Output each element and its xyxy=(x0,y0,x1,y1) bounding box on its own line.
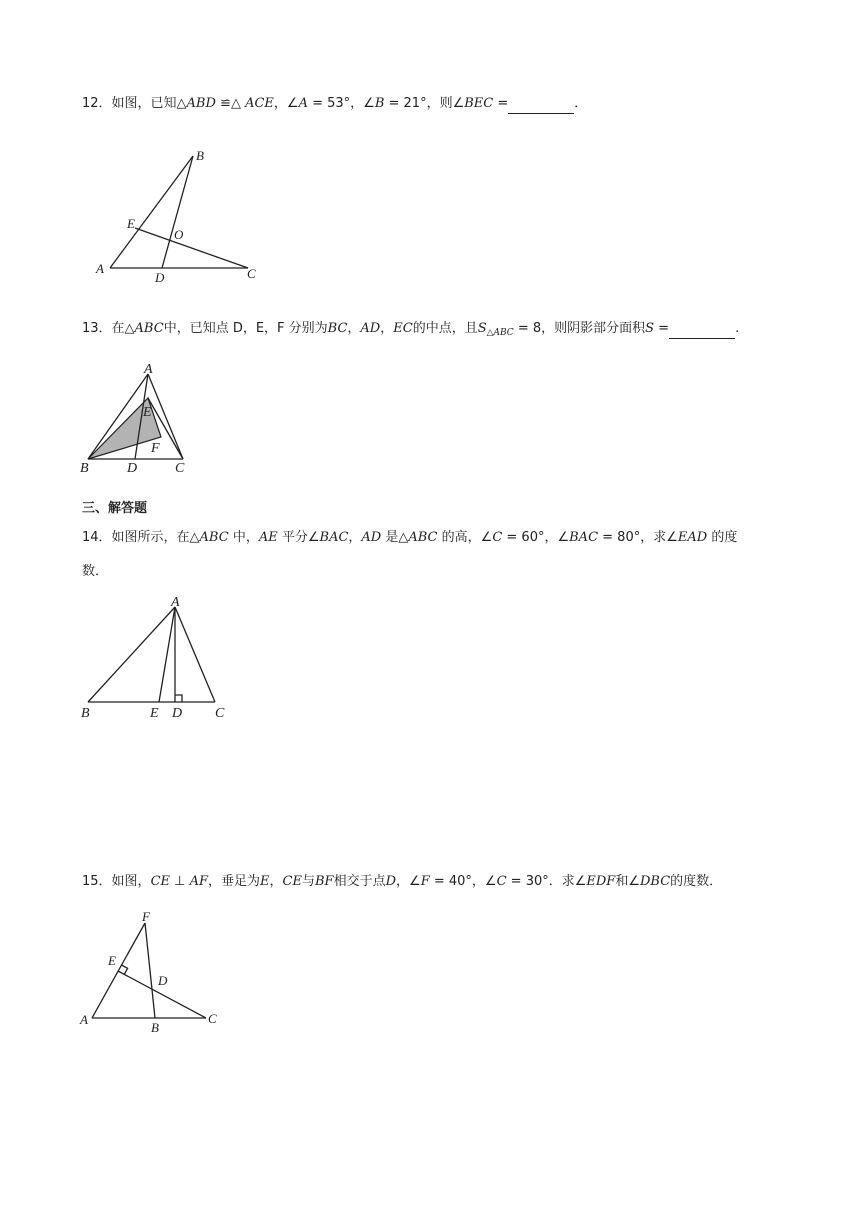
question-number: 12． xyxy=(82,96,112,111)
figure-q15 xyxy=(78,905,228,1037)
question-13-text: 13．在△ABC中，已知点 D，E，F 分别为BC，AD，EC的中点，且$S_{\triangle ABC} = 8$，则阴影部分面积S = . xyxy=(82,321,740,338)
label-e: E xyxy=(127,216,135,231)
question-14-text-line2: 数． xyxy=(82,564,109,579)
question-number: 15． xyxy=(82,874,112,889)
label-a: A xyxy=(80,1012,88,1027)
figure-q14 xyxy=(78,592,238,724)
label-b: B xyxy=(80,461,89,476)
label-c: C xyxy=(247,266,256,281)
question-14-text: 14．如图所示，在△ABC 中，AE 平分∠BAC，AD 是△ABC 的高，∠C = 60°，∠BAC = 80°，求∠EAD 的度 xyxy=(82,530,738,545)
question-number: 13． xyxy=(82,321,112,336)
answer-blank[interactable] xyxy=(508,95,574,114)
label-b: B xyxy=(196,148,204,163)
figure-q12 xyxy=(90,145,270,285)
question-12-text: 12．如图，已知△ABD ≌△ ACE，∠A = 53°，∠B = 21°，则∠BEC = ． xyxy=(82,95,587,114)
section-heading: 三、解答题 xyxy=(82,501,148,516)
label-c: C xyxy=(208,1011,217,1026)
label-a: A xyxy=(96,261,104,276)
question-15-text: 15．如图，CE ⊥ AF，垂足为E，CE与BF相交于点D，∠F = 40°，∠C = 30°．求∠EDF和∠DBC的度数． xyxy=(82,874,723,889)
label-b: B xyxy=(151,1020,159,1035)
answer-blank[interactable] xyxy=(669,320,735,339)
label-d: D xyxy=(158,973,168,988)
label-b: B xyxy=(81,706,90,721)
label-a: A xyxy=(171,595,180,610)
label-e: E xyxy=(150,706,159,721)
label-c: C xyxy=(175,461,185,476)
label-e: E xyxy=(108,953,116,968)
question-number: 14． xyxy=(82,530,112,545)
label-d: D xyxy=(127,461,138,476)
label-f: F xyxy=(151,441,160,456)
figure-q13 xyxy=(78,360,198,478)
label-o: O xyxy=(174,227,184,242)
label-e: E xyxy=(143,405,152,420)
label-f: F xyxy=(142,909,150,924)
label-d: D xyxy=(172,706,183,721)
label-d: D xyxy=(155,270,165,285)
label-a: A xyxy=(144,362,153,377)
label-c: C xyxy=(215,706,225,721)
